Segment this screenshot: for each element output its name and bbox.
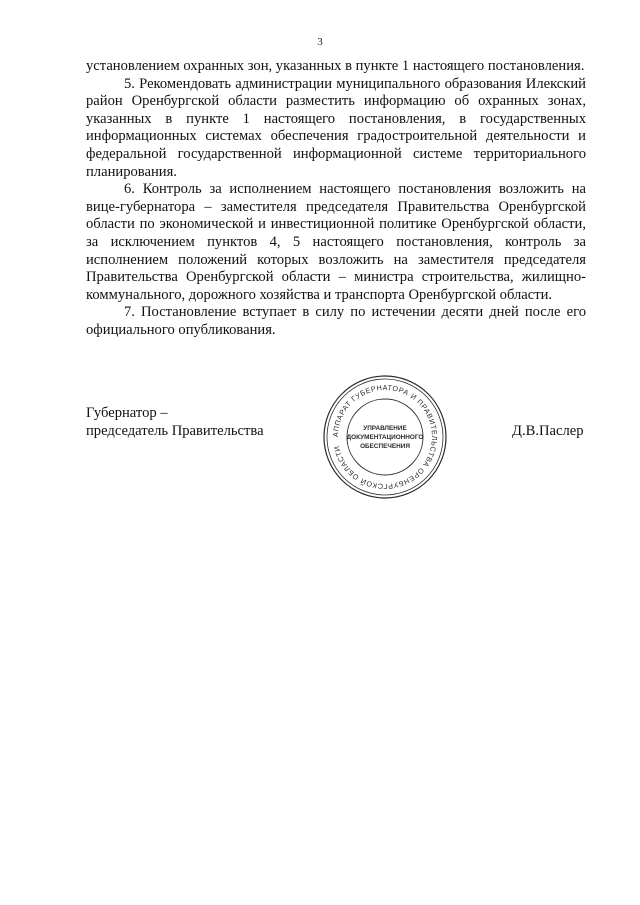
signatory-title-line-1: Губернатор – <box>86 405 168 421</box>
seal-ring-text: АППАРАТ ГУБЕРНАТОРА И ПРАВИТЕЛЬСТВА ОРЕНБУРГСКОЙ ОБЛАСТИ <box>330 382 440 492</box>
paragraph-continuation: установлением охранных зон, указанных в пункте 1 настоящего постановления. <box>86 58 585 74</box>
document-body <box>86 58 586 340</box>
official-seal <box>322 374 448 500</box>
paragraph-item-6: 6. Контроль за исполнением настоящего постановления возложить на вице-губернатора – заместителя председателя Правительства Оренбургской области по экономической и инвестиционной политике Оренбургской области, за исключением пунктов 4, 5 настоящего постановления, контроль за исполнением положений которых возложить на заместителя председателя Правительства Оренбургской области – министра строительства, жилищно-коммунального, дорожного хозяйства и транспорта Оренбургской области. <box>86 181 586 303</box>
seal-center-line-2: ДОКУМЕНТАЦИОННОГО <box>346 434 424 441</box>
seal-center-line-3: ОБЕСПЕЧЕНИЯ <box>360 443 410 450</box>
paragraph-item-7: 7. Постановление вступает в силу по истечении десяти дней после его официального опубликования. <box>86 304 586 338</box>
seal-center-line-1: УПРАВЛЕНИЕ <box>363 425 407 432</box>
signatory-title-line-2: председатель Правительства <box>86 422 264 439</box>
signatory-title <box>86 405 264 440</box>
signatory-name: Д.В.Паслер <box>512 423 584 439</box>
paragraph-item-5: 5. Рекомендовать администрации муниципального образования Илекский район Оренбургской области разместить информацию об охранных зонах, указанных в пункте 1 настоящего постановления, в государственных информационных системах обеспечения градостроительной деятельности и федеральной государственной информационной системе территориального планирования. <box>86 75 586 180</box>
page-number: 3 <box>317 36 323 48</box>
